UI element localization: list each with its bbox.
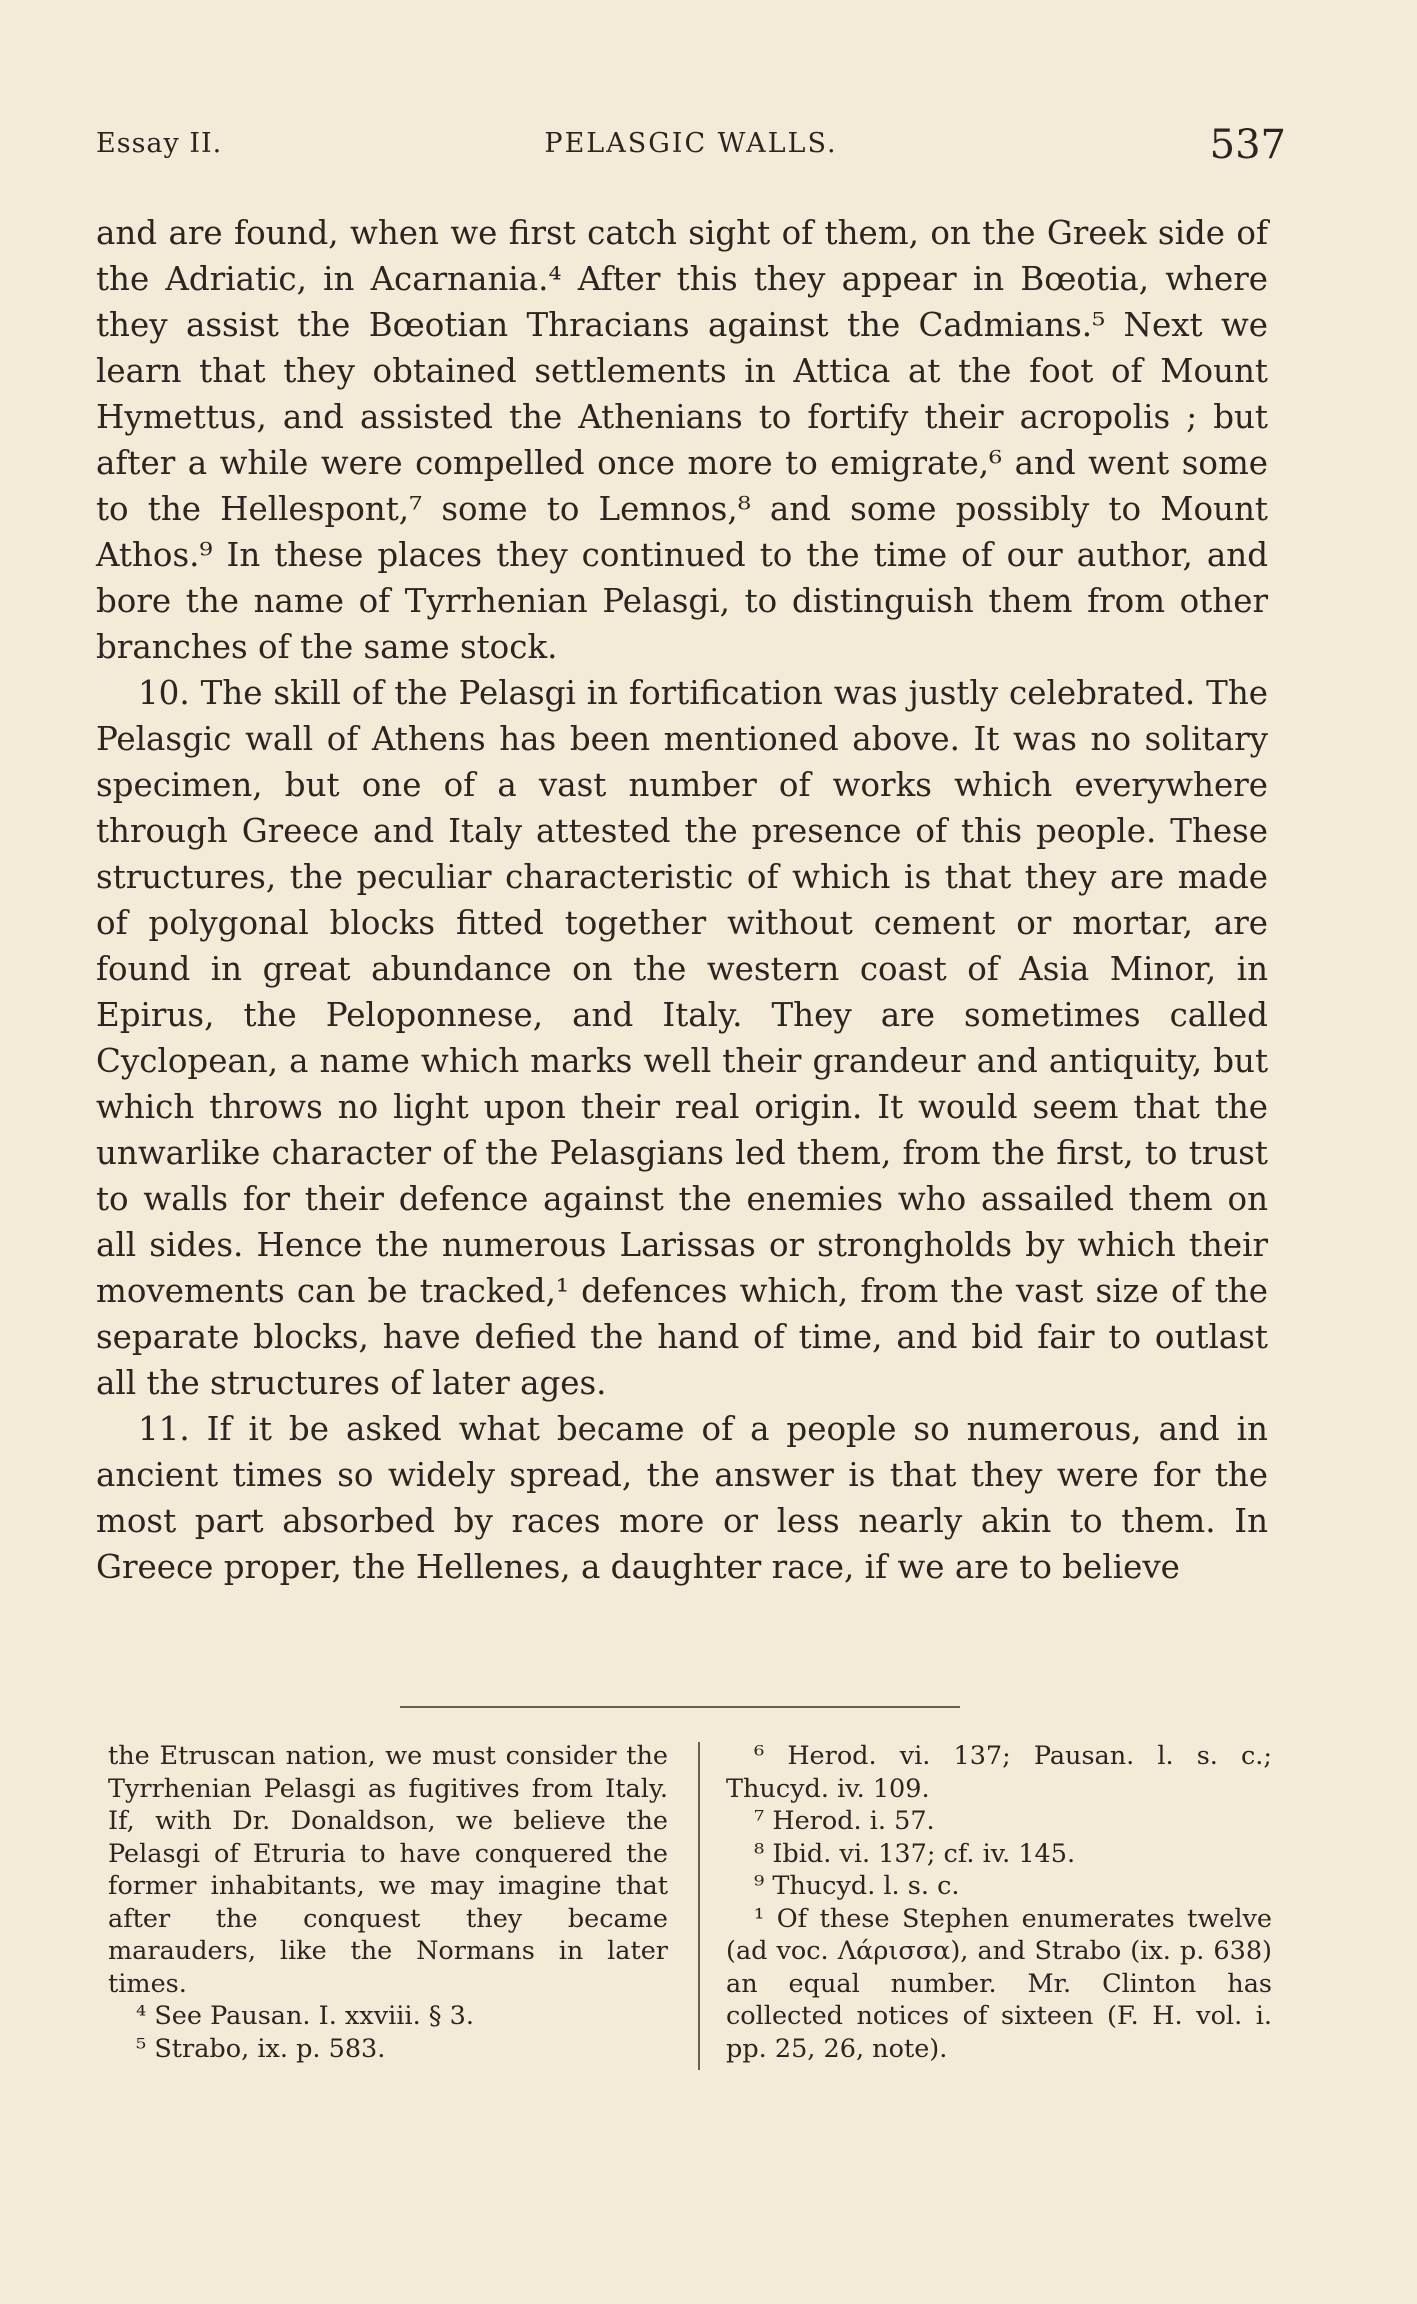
footnote-1: ¹ Of these Stephen enumerates twelve (ad voc. Λάρισσα), and Strabo (ix. p. 638) an equal number. Mr. Clinton has collected notices of sixteen (F. H. vol. i. pp. 25, 26, note). — [726, 1903, 1272, 2064]
footnote-continued: the Etruscan nation, we must consider the Tyrrhenian Pelasgi as fugitives from Italy. If, with Dr. Donaldson, we believe the Pelasgi of Etruria to have conquered the former inhabitants, we may imagine that after the conquest they became marauders, like the Normans in later times. — [108, 1741, 668, 1999]
footnote-9: ⁹ Thucyd. l. s. c. — [754, 1871, 960, 1901]
running-head — [96, 122, 1286, 188]
footnote-5: ⁵ Strabo, ix. p. 583. — [136, 2033, 386, 2064]
footnote-4: ⁴ See Pausan. I. xxviii. § 3. — [136, 2001, 474, 2031]
footnotes-left-column — [108, 1740, 668, 2065]
essay-label: Essay II. — [96, 128, 223, 159]
page-title: PELASGIC WALLS. — [544, 128, 838, 159]
main-text — [96, 210, 1268, 1590]
footnote-8: ⁸ Ibid. vi. 137; cf. iv. 145. — [754, 1838, 1076, 1869]
paragraph-11: 11. If it be asked what became of a people so numerous, and in ancient times so widely spread, the answer is that they were for the most part absorbed by races more or less nearly akin to them. In Greece proper, the Hellenes, a daughter race, if we are to believe — [96, 1410, 1268, 1586]
footnotes-right-column — [726, 1740, 1272, 2065]
footnote-separator-rule — [400, 1706, 960, 1708]
paragraph-10: 10. The skill of the Pelasgi in fortification was justly celebrated. The Pelasgic wall of Athens has been mentioned above. It was no solitary specimen, but one of a vast number of works which everywhere through Greece and Italy attested the presence of this people. These structures, the peculiar characteristic of which is that they are made of polygonal blocks fitted together without cement or mortar, are found in great abundance on the western coast of Asia Minor, in Epirus, the Peloponnese, and Italy. They are sometimes called Cyclopean, a name which marks well their grandeur and antiquity, but which throws no light upon their real origin. It would seem that the unwarlike character of the Pelasgians led them, from the first, to trust to walls for their defence against the enemies who assailed them on all sides. Hence the numerous Larissas or strongholds by which their movements can be tracked,¹ defences which, from the vast size of the separate blocks, have defied the hand of time, and bid fair to outlast all the structures of later ages. — [96, 674, 1268, 1402]
footnote-6: ⁶ Herod. vi. 137; Pausan. l. s. c.; Thucyd. iv. 109. — [726, 1741, 1272, 1804]
page-number: 537 — [1209, 122, 1286, 168]
footnote-7: ⁷ Herod. i. 57. — [754, 1806, 935, 1836]
paragraph-continued: and are found, when we first catch sight of them, on the Greek side of the Adriatic, in Acarnania.⁴ After this they appear in Bœotia, where they assist the Bœotian Thracians against the Cadmians.⁵ Next we learn that they obtained settlements in Attica at the foot of Mount Hymettus, and assisted the Athenians to fortify their acropolis ; but after a while were compelled once more to emigrate,⁶ and went some to the Hellespont,⁷ some to Lemnos,⁸ and some possibly to Mount Athos.⁹ In these places they continued to the time of our author, and bore the name of Tyrrhenian Pelasgi, to distinguish them from other branches of the same stock. — [96, 214, 1268, 666]
footnote-column-divider — [698, 1742, 700, 2070]
